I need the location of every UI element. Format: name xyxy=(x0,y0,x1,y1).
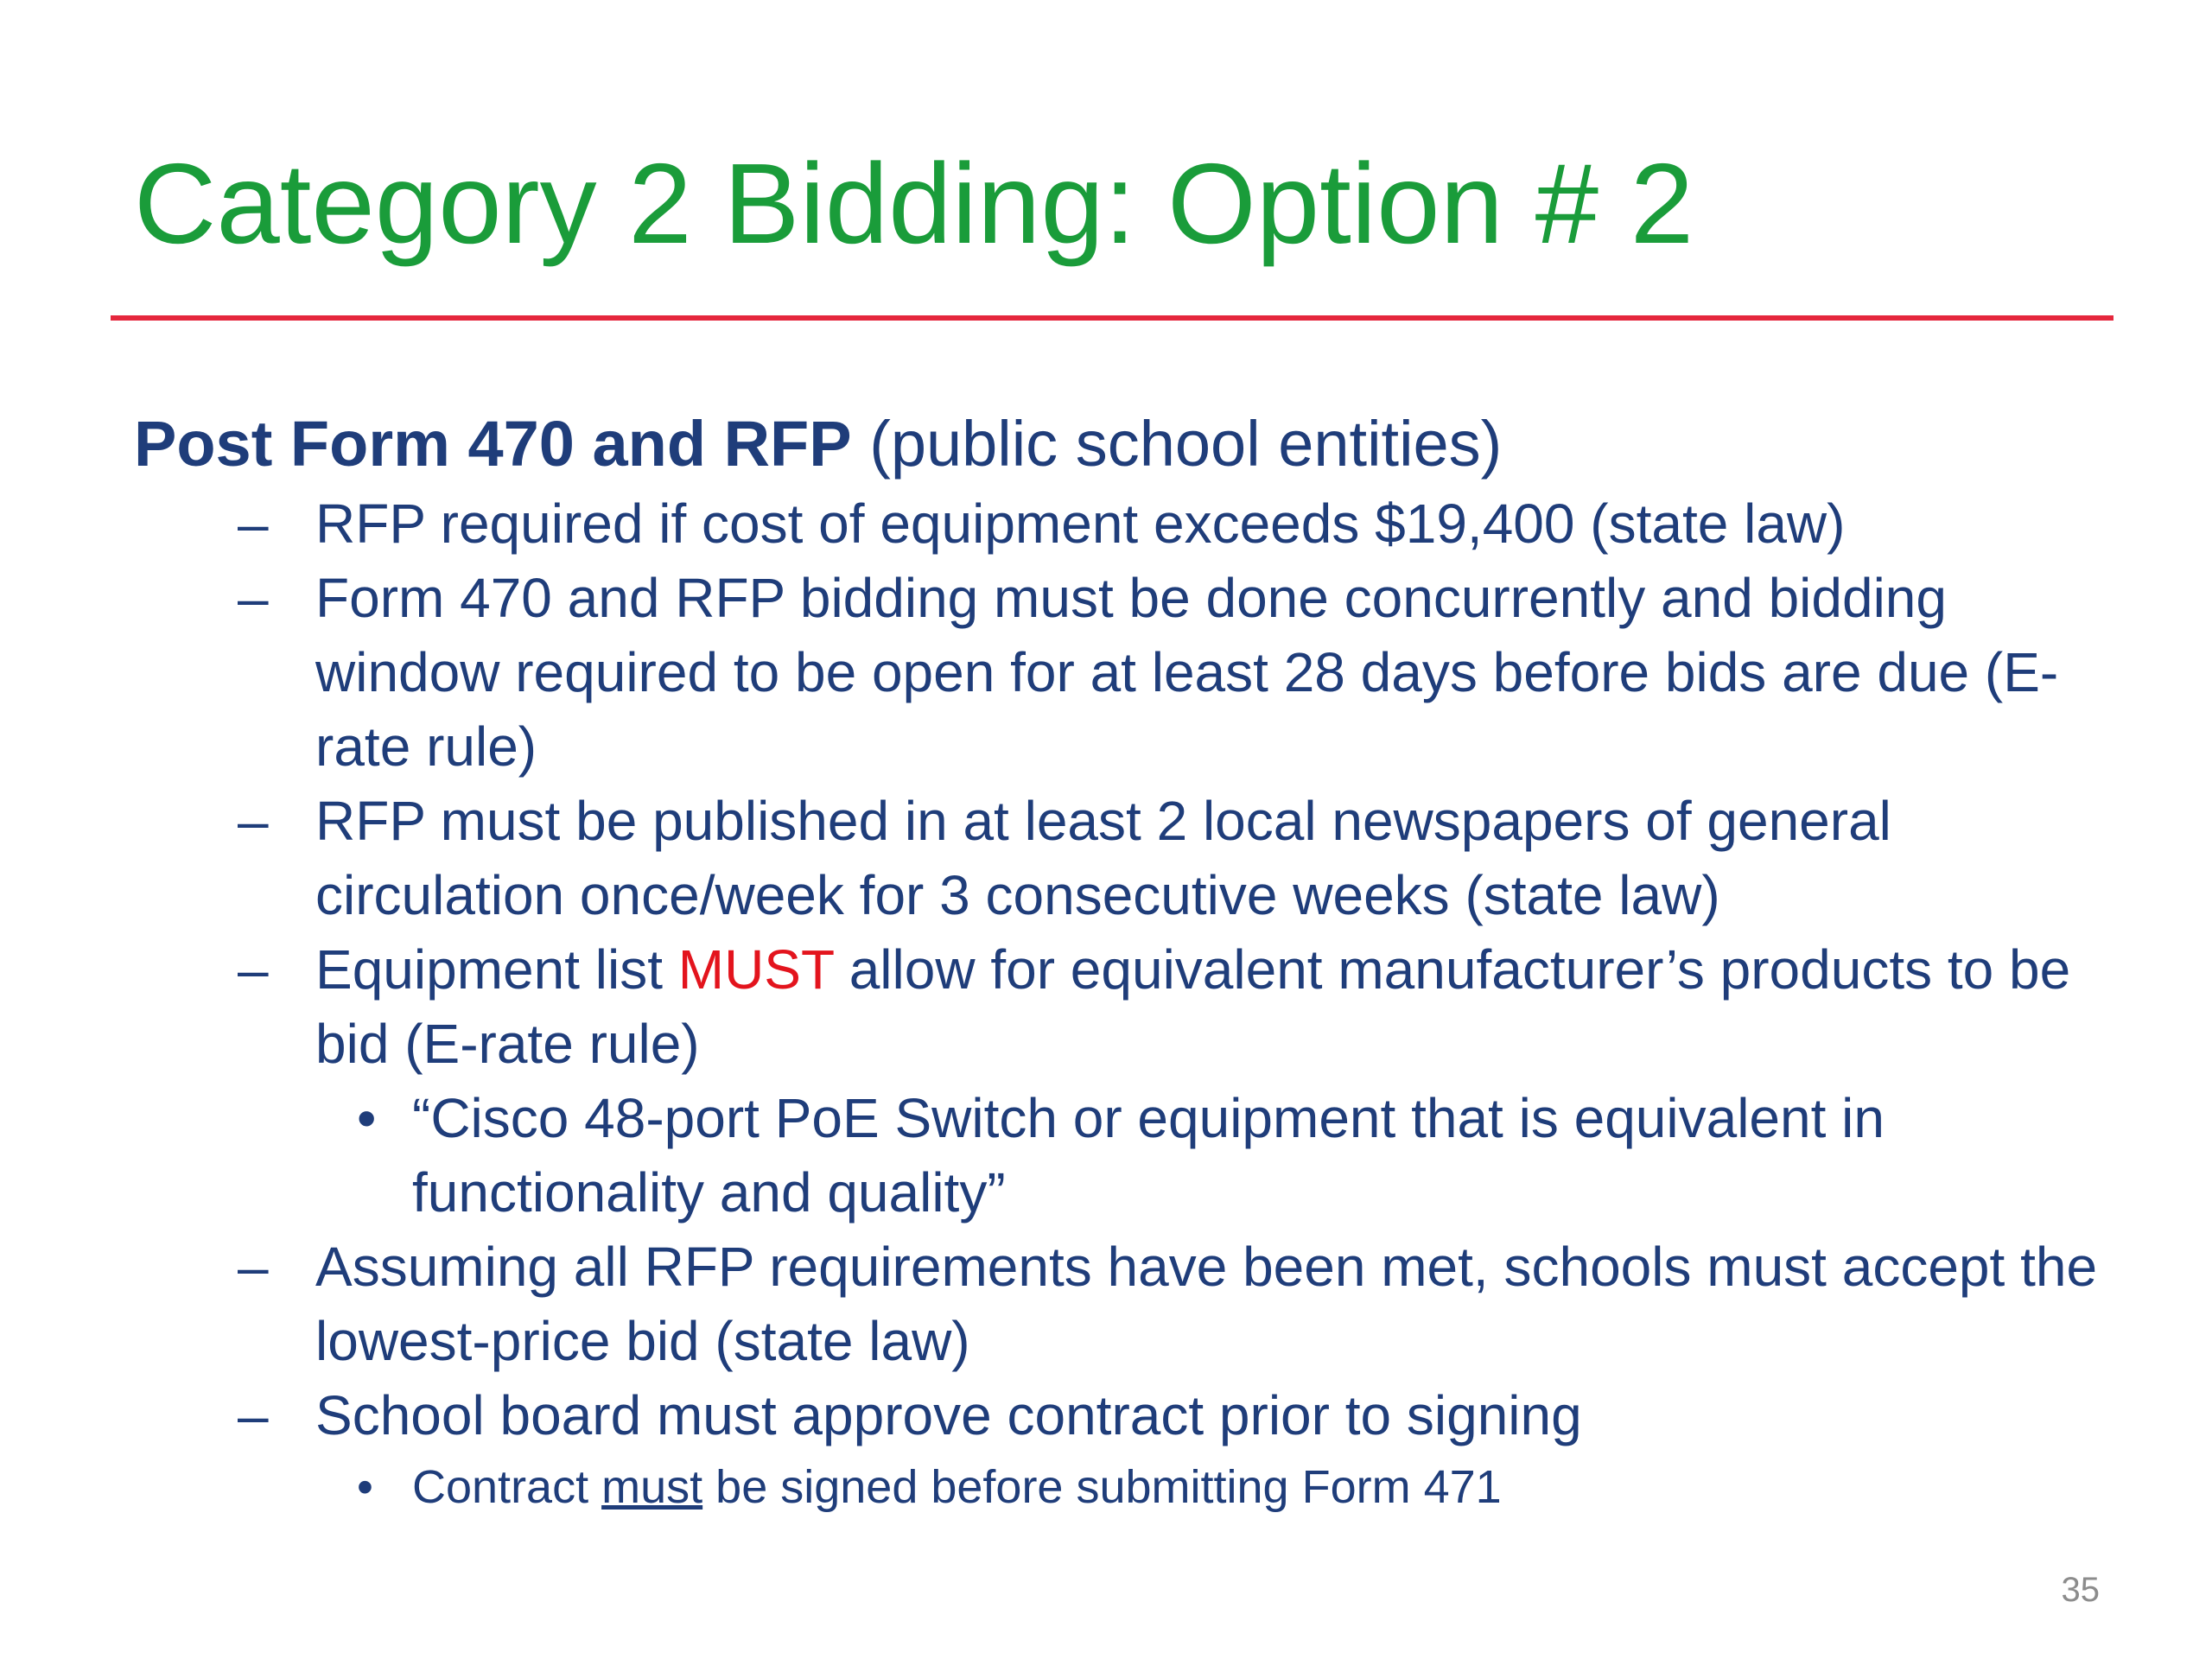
list-item xyxy=(134,486,2121,561)
lead-line xyxy=(134,406,2121,483)
sub-list-item xyxy=(134,1452,2121,1522)
dash-marker: – xyxy=(238,1383,269,1446)
underlined-text: must xyxy=(601,1460,703,1513)
lead-bold-text: Post Form 470 and RFP xyxy=(134,408,852,480)
list-item-text: Equipment list xyxy=(315,938,663,1001)
lead-normal-text: (public school entities) xyxy=(869,408,1503,480)
list-item xyxy=(134,1230,2121,1378)
title-divider xyxy=(111,315,2113,321)
emphasis-text: MUST xyxy=(677,938,834,1001)
list-item xyxy=(134,784,2121,932)
dash-marker: – xyxy=(238,938,269,1001)
list-item-text: School board must approve contract prior to signing xyxy=(315,1383,1582,1446)
list-item-text: RFP must be published in at least 2 local newspapers of general circulation once/week for 3 consecutive weeks (state law) xyxy=(315,789,1891,926)
slide-body xyxy=(134,406,2121,1522)
sub-list-item-text: be signed before submitting Form 471 xyxy=(715,1460,1502,1513)
sub-list-item-text: “Cisco 48-port PoE Switch or equipment that is equivalent in functionality and quality” xyxy=(412,1086,1885,1224)
list-item xyxy=(134,932,2121,1081)
list-item-text: Form 470 and RFP bidding must be done concurrently and bidding window required to be open for at least 28 days before bids are due (E-rate rule) xyxy=(315,566,2059,778)
bullet-marker: • xyxy=(357,1460,373,1513)
bullet-marker: • xyxy=(357,1086,377,1149)
sub-list-item xyxy=(134,1081,2121,1230)
sub-list-item-text: Contract xyxy=(412,1460,589,1513)
dash-marker: – xyxy=(238,566,269,629)
dash-marker: – xyxy=(238,789,269,852)
list-item-text: RFP required if cost of equipment exceeds $19,400 (state law) xyxy=(315,492,1846,555)
dash-marker: – xyxy=(238,1235,269,1298)
list-item-text: Assuming all RFP requirements have been met, schools must accept the lowest-price bid (state law) xyxy=(315,1235,2098,1372)
list-item xyxy=(134,561,2121,784)
dash-marker: – xyxy=(238,492,269,555)
slide-title: Category 2 Bidding: Option # 2 xyxy=(134,140,1694,267)
page-number: 35 xyxy=(2061,1571,2100,1609)
list-item-text: allow for equivalent manufacturer’s products to be bid (E-rate rule) xyxy=(315,938,2071,1075)
list-item xyxy=(134,1378,2121,1452)
